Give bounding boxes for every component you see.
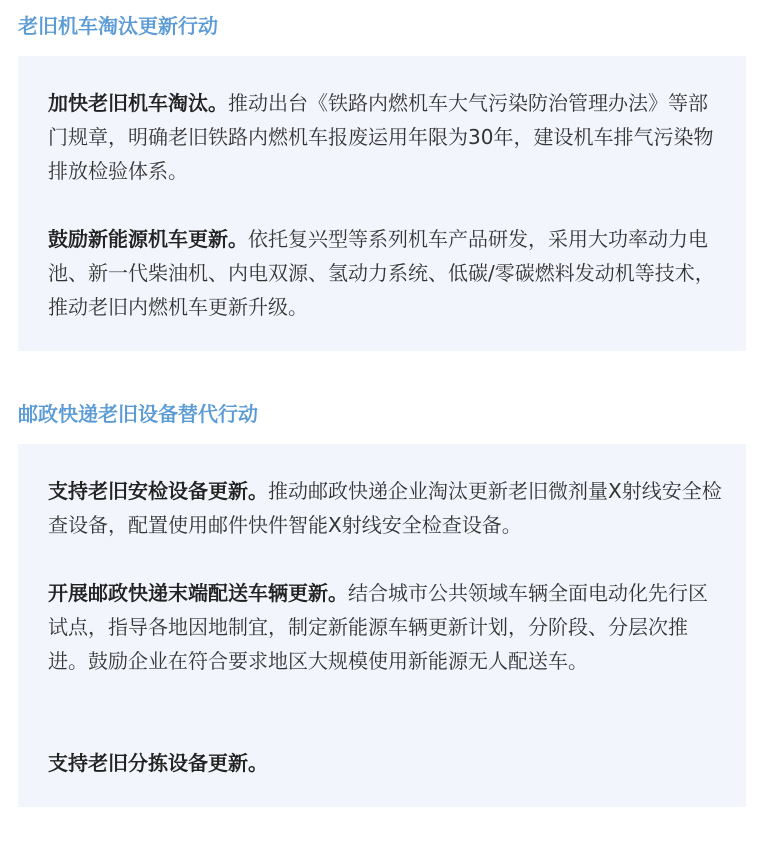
content-card-postal: [18, 444, 746, 807]
content-card-locomotive: [18, 56, 746, 351]
paragraph-security-equipment: [48, 474, 722, 542]
paragraph-text: 依托复兴型等系列机车产品研发，采用大功率动力电池、新一代柴油机、内电双源、氢动力系统、低碳/零碳燃料发动机等技术，推动老旧内燃机车更新升级。: [48, 227, 715, 319]
paragraph-text: 结合城市公共领域车辆全面电动化先行区试点，指导各地因地制宜，制定新能源车辆更新计划，分阶段、分层次推进。鼓励企业在符合要求地区大规模使用新能源无人配送车。: [48, 581, 708, 673]
paragraph-lead: 开展邮政快递末端配送车辆更新。: [48, 581, 348, 605]
paragraph-lead: 加快老旧机车淘汰。: [48, 91, 228, 115]
paragraph-locomotive-elimination: [48, 86, 722, 188]
paragraph-lead: 支持老旧分拣设备更新。: [48, 751, 268, 775]
paragraph-sorting-equipment: [48, 746, 722, 780]
paragraph-lead: 鼓励新能源机车更新。: [48, 227, 248, 251]
section-title-locomotive: 老旧机车淘汰更新行动: [18, 14, 218, 38]
paragraph-new-energy-locomotive: [48, 222, 722, 324]
section-title-postal: 邮政快递老旧设备替代行动: [18, 402, 258, 426]
paragraph-lead: 支持老旧安检设备更新。: [48, 479, 268, 503]
paragraph-text: 推动邮政快递企业淘汰更新老旧微剂量X射线安全检查设备，配置使用邮件快件智能X射线安全检查设备。: [48, 479, 722, 537]
paragraph-delivery-vehicles: [48, 576, 722, 678]
paragraph-text: 推动出台《铁路内燃机车大气污染防治管理办法》等部门规章，明确老旧铁路内燃机车报废运用年限为30年，建设机车排气污染物排放检验体系。: [48, 91, 714, 183]
